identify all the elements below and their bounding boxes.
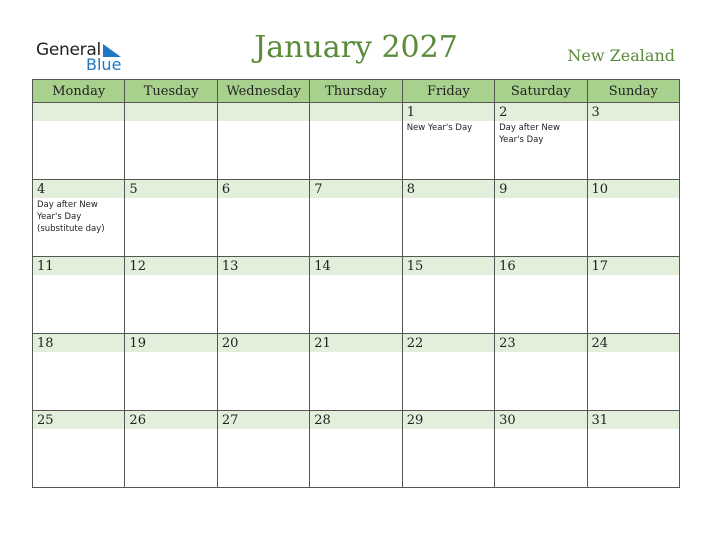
day-number: 20 (221, 336, 239, 351)
day-cell (217, 334, 309, 411)
day-number-bar (125, 103, 216, 121)
logo-general-text: General (36, 40, 101, 60)
day-number: 2 (499, 105, 508, 120)
day-cell (402, 257, 494, 334)
day-cell (587, 257, 679, 334)
day-cell (33, 411, 125, 488)
week-row (33, 180, 680, 257)
day-cell (310, 257, 402, 334)
day-number: 31 (591, 413, 609, 428)
day-cell (125, 180, 217, 257)
weekday-header-row (33, 80, 680, 103)
day-number: 21 (314, 336, 331, 351)
day-number: 8 (406, 182, 415, 197)
day-number: 9 (499, 182, 508, 197)
day-cell (310, 180, 402, 257)
weekday-header: Sunday (587, 80, 679, 103)
week-row (33, 334, 680, 411)
week-row (33, 103, 680, 180)
day-cell (495, 257, 587, 334)
day-cell (33, 334, 125, 411)
weekday-header: Thursday (310, 80, 402, 103)
day-cell (33, 257, 125, 334)
day-cell (310, 103, 402, 180)
day-number: 23 (499, 336, 516, 351)
day-cell (125, 334, 217, 411)
calendar-grid (32, 79, 680, 488)
day-number: 30 (499, 413, 516, 428)
day-number: 17 (591, 259, 609, 274)
weekday-header: Friday (402, 80, 494, 103)
holiday-name: New Year's Day (406, 123, 473, 133)
day-number-bar (495, 180, 586, 198)
day-cell (495, 411, 587, 488)
day-cell (587, 180, 679, 257)
day-number: 19 (129, 336, 146, 351)
country-label: New Zealand (567, 46, 675, 65)
day-cell (217, 411, 309, 488)
day-cell (217, 257, 309, 334)
day-number-bar (310, 103, 401, 121)
day-number: 28 (314, 413, 331, 428)
day-cell (125, 257, 217, 334)
day-number: 12 (129, 259, 146, 274)
day-number: 25 (37, 413, 54, 428)
day-number: 27 (221, 413, 239, 428)
day-cell (217, 180, 309, 257)
day-cell (33, 103, 125, 180)
day-cell (402, 334, 494, 411)
day-cell (217, 103, 309, 180)
day-number-bar (495, 103, 586, 121)
page-title: January 2027 (254, 30, 458, 65)
day-number: 4 (37, 182, 46, 197)
day-cell (495, 180, 587, 257)
day-number-bar (33, 180, 124, 198)
day-cell (402, 103, 494, 180)
day-number: 3 (591, 105, 600, 120)
day-cell (402, 180, 494, 257)
day-number-bar (403, 103, 494, 121)
day-cell (587, 411, 679, 488)
day-number: 18 (37, 336, 54, 351)
day-cell (587, 334, 679, 411)
day-number: 7 (314, 182, 323, 197)
day-number: 14 (314, 259, 331, 274)
day-number: 24 (591, 336, 609, 351)
week-row (33, 411, 680, 488)
day-number: 16 (499, 259, 516, 274)
holiday-name: Day after New Year's Day (substitute day) (37, 200, 105, 234)
week-row (33, 257, 680, 334)
day-number: 13 (221, 259, 239, 274)
day-number: 6 (221, 182, 231, 197)
day-number-bar (218, 103, 309, 121)
day-cell (125, 103, 217, 180)
day-number: 29 (406, 413, 424, 428)
holiday-name: Day after New Year's Day (499, 123, 560, 145)
weekday-header: Tuesday (125, 80, 217, 103)
day-cell (125, 411, 217, 488)
weekday-header: Saturday (495, 80, 587, 103)
day-number: 22 (406, 336, 424, 351)
day-cell (587, 103, 679, 180)
day-number-bar (588, 103, 679, 121)
logo-blue-text: Blue (86, 55, 122, 74)
day-number: 11 (37, 259, 54, 274)
day-number-bar (125, 180, 216, 198)
day-number-bar (218, 180, 309, 198)
day-number-bar (33, 103, 124, 121)
day-number: 26 (129, 413, 146, 428)
day-number-bar (310, 180, 401, 198)
day-number-bar (403, 180, 494, 198)
day-number: 15 (406, 259, 424, 274)
weekday-header: Monday (33, 80, 125, 103)
weekday-header: Wednesday (217, 80, 309, 103)
day-cell (310, 334, 402, 411)
day-cell (495, 103, 587, 180)
day-number: 5 (129, 182, 138, 197)
day-cell (495, 334, 587, 411)
day-cell (33, 180, 125, 257)
day-cell (310, 411, 402, 488)
day-number: 1 (406, 105, 415, 120)
day-cell (402, 411, 494, 488)
day-number: 10 (591, 182, 609, 197)
